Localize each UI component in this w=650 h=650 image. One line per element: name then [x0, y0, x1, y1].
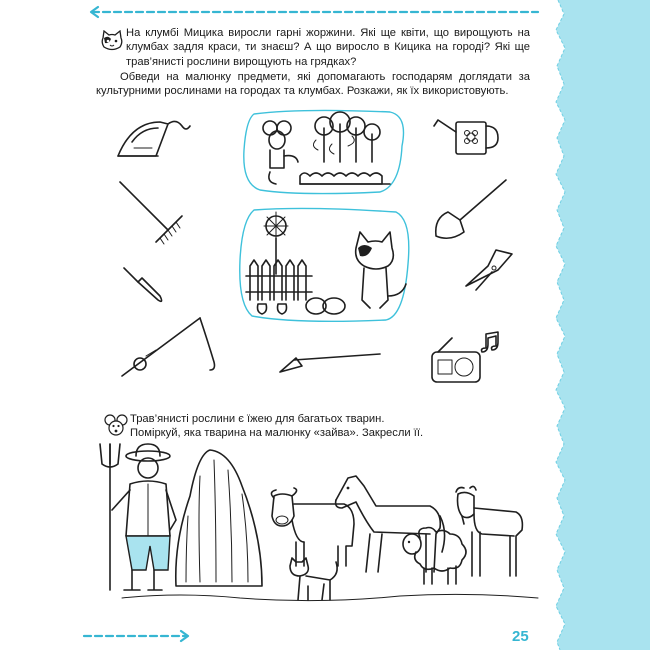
- back-arrow-icon: [88, 4, 540, 20]
- page-number: 25: [512, 628, 529, 645]
- task1-intro-text: На клумбі Мицика виросли гарні жоржини. Які ще квіти, що вирощують на клумбах задля краси, ти знаєш? А що виросло в Кицика на городі? Які ще трав’янисті рослини вирощують на грядках?: [126, 27, 530, 68]
- cat-face-icon: [100, 30, 124, 52]
- task2-line1: Трав’янисті рослини є їжею для багатьох тварин.: [130, 413, 385, 425]
- decorative-side-border: [548, 0, 650, 650]
- task2-text: [130, 412, 530, 441]
- watering-can-icon: [432, 112, 504, 158]
- shovel-icon: [430, 176, 510, 246]
- haystack: [170, 446, 270, 596]
- rake-icon: [116, 178, 188, 250]
- radio-icon: [428, 330, 504, 386]
- screwdriver-icon: [118, 262, 170, 306]
- goat: [452, 484, 526, 580]
- iron-icon: [112, 112, 192, 164]
- pruning-shears-icon: [460, 246, 518, 292]
- mouse-face-icon: [104, 414, 128, 436]
- mouse-flowerbed-scene: [240, 106, 410, 198]
- fishing-rod-icon: [116, 312, 220, 382]
- hoe-icon: [276, 346, 384, 376]
- ground-line: [120, 588, 540, 608]
- forward-arrow-icon: [80, 628, 192, 644]
- task1-instruction-text: Обведи на малюнку предмети, які допомагають господарям доглядати за культурними рослинами на городах та клумбах. Розкажи, як їх використовують.: [96, 71, 530, 98]
- task2-line2: Поміркуй, яка тварина на малюнку «зайва». Закресли її.: [130, 427, 424, 440]
- cat-garden-scene: [236, 204, 412, 324]
